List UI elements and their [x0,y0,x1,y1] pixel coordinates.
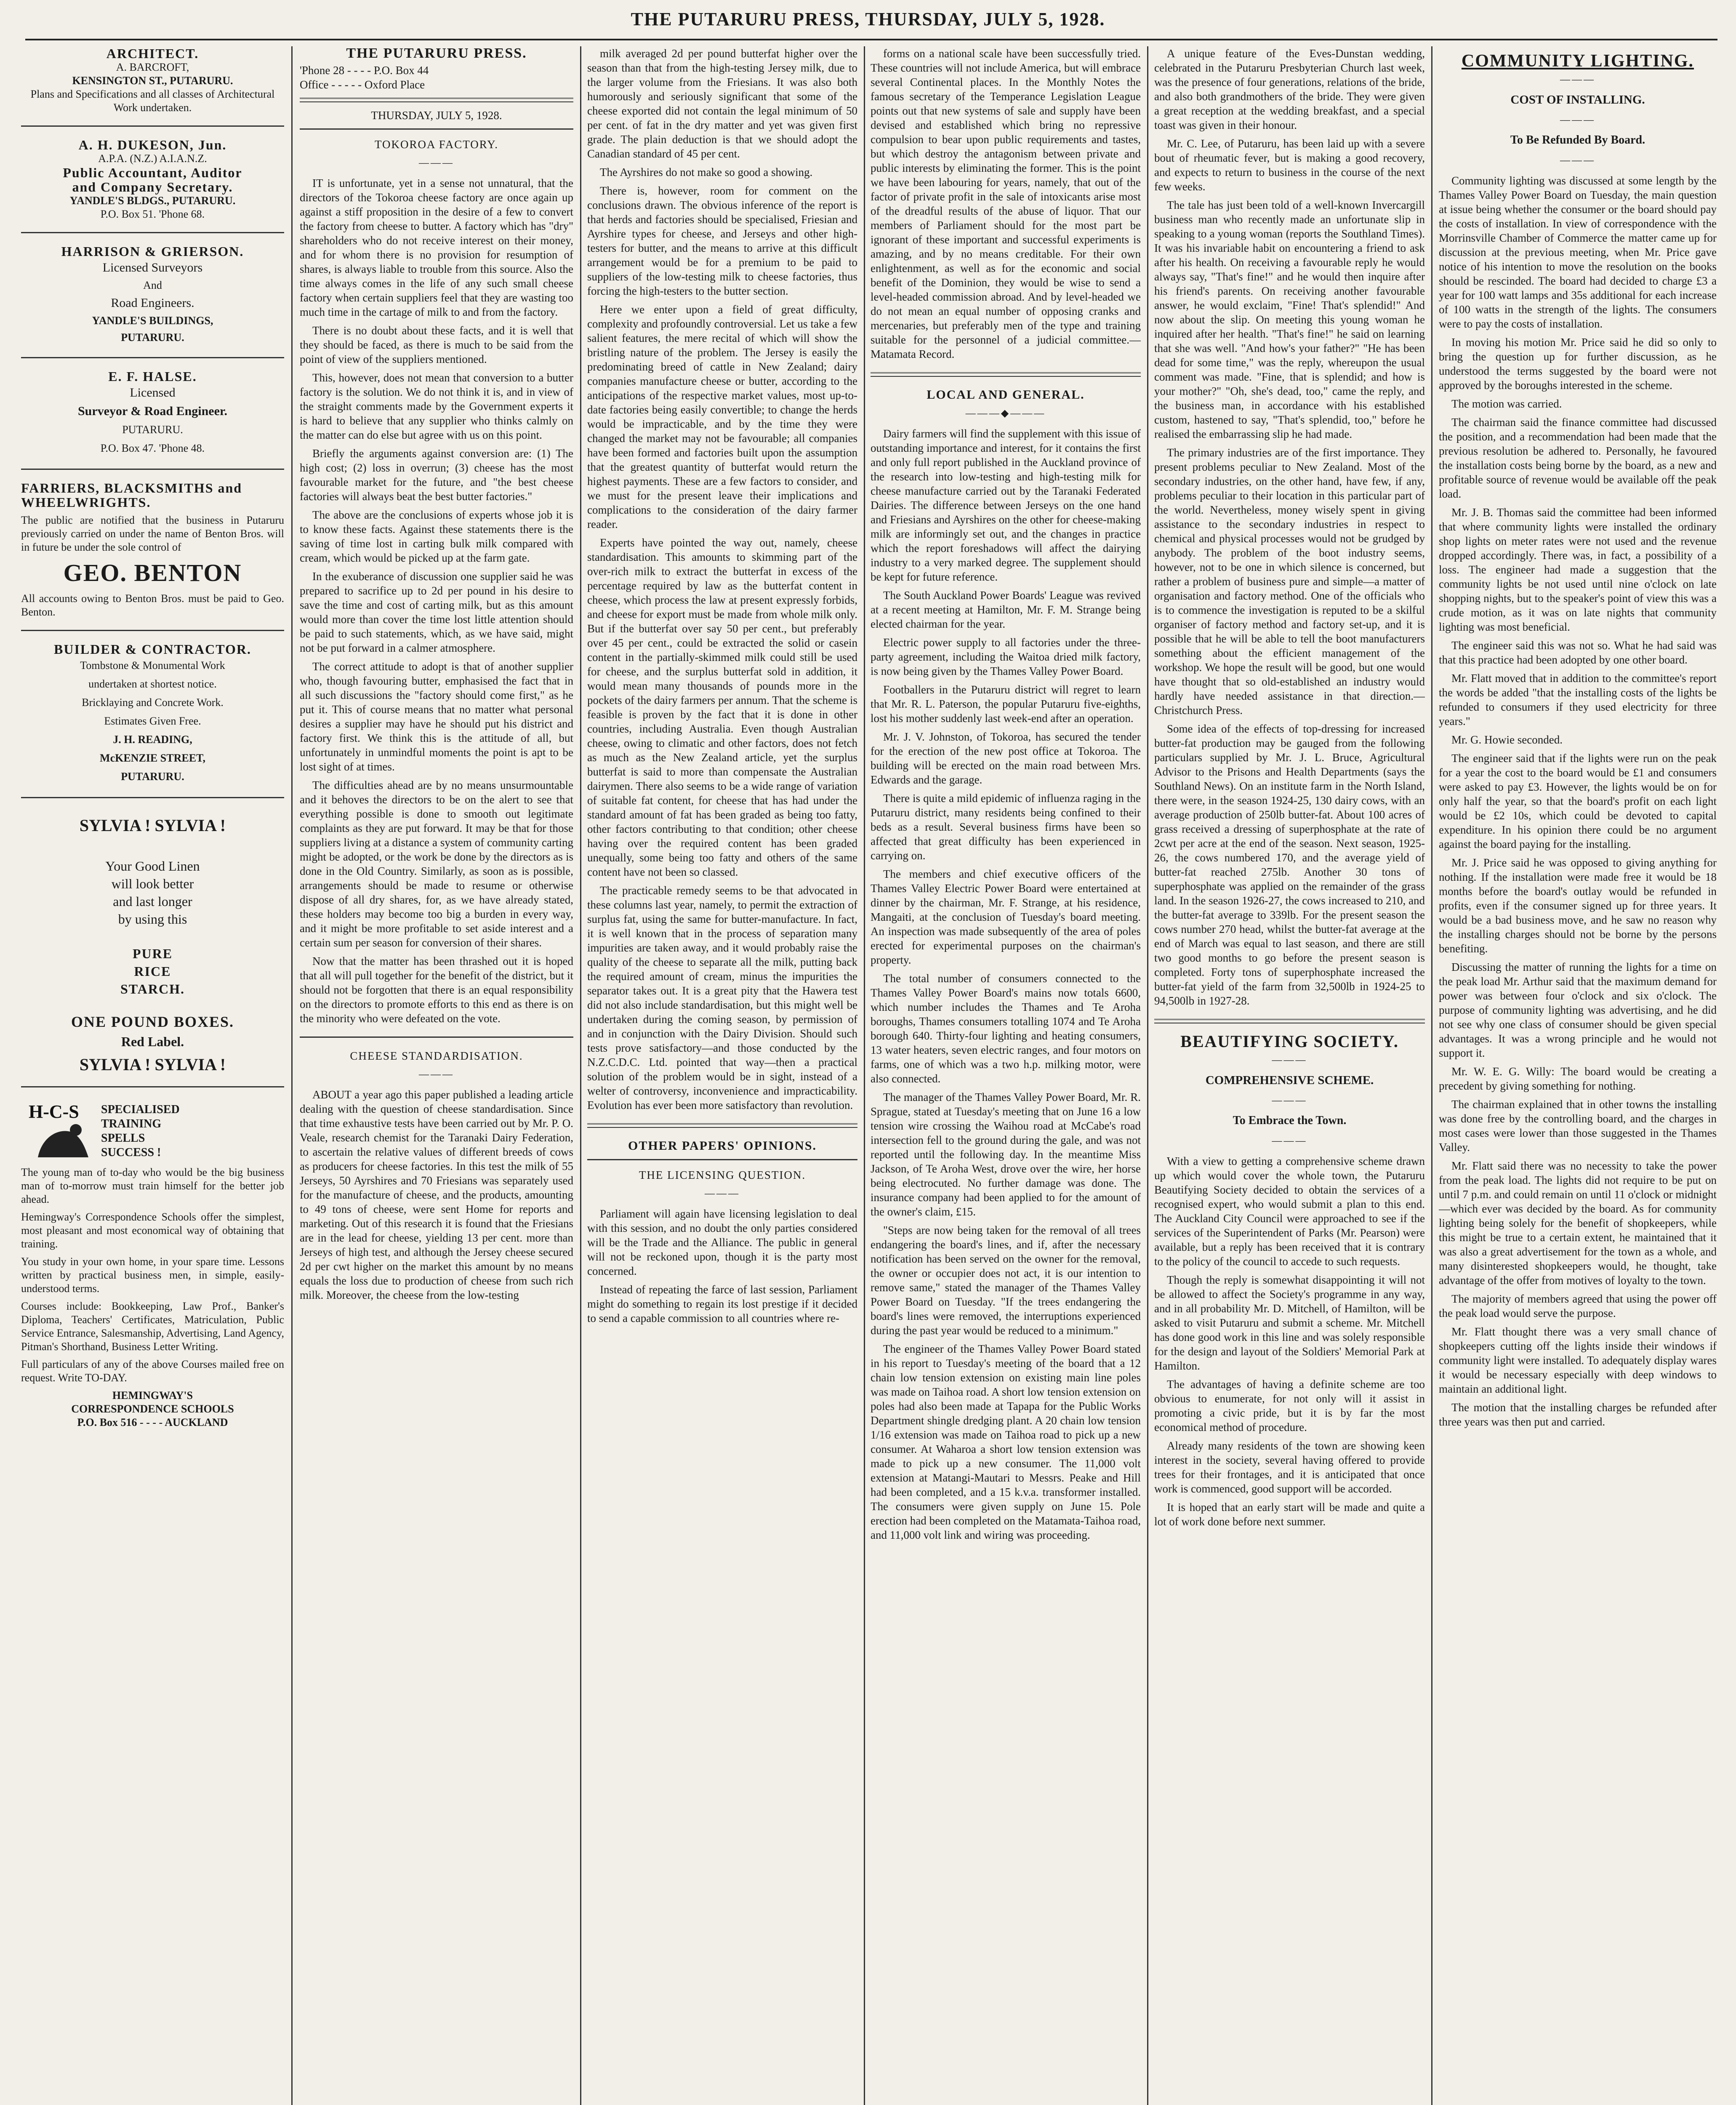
ad-line: by using this [118,911,187,927]
article-body [587,46,857,1112]
ornament: ——— [705,1188,740,1199]
ad-line: PURE [132,946,173,961]
divider [300,98,573,102]
column-rule [1431,46,1432,2105]
paragraph: Electric power supply to all factories under the three-party agreement, including the Waitoa dried milk factory, is now being given by the Thames Valley Power Board. [871,636,1141,677]
ornament: ——— [419,157,454,168]
divider [21,125,284,127]
ad-line: J. H. READING, [113,733,192,746]
paragraph: Parliament will again have licensing legislation to deal with this session, and no doubt the only parties considered will be the Trade and the Alliance. The public in general will not be reckoned upon, though it is the party most concerned. [587,1207,857,1277]
hcs-slogan [101,1098,284,1160]
ornament: ——— [1272,1055,1307,1066]
hcs-ad [21,1098,284,1429]
ad-line: McKENZIE STREET, [100,752,205,764]
paragraph: In the exuberance of discussion one supplier said he was prepared to sacrifice up to 2d per pound in his desire to save the time and cost of carting milk, but as this amount would more than cover the time lost little attention should be paid to such statements, which, as we have said, might not be put forward in a calmer atmosphere. [300,570,573,654]
paper-phone: 'Phone 28 - - - - P.O. Box 44 [300,64,429,77]
paragraph: milk averaged 2d per pound butterfat higher over the season than that from the high-testing Jersey milk, due to the larger volume from the Friesians. It was also both humorously and seriously significant that some of the cheese exported did not contain the legal minimum of 50 per cent. of fat in the dry matter and yet was given first grade. The plain deduction is that we should adopt the Canadian standard of 45 per cent. [587,47,857,160]
ad-text: All accounts owing to Benton Bros. must be paid to Geo. Benton. [21,592,284,618]
article-headline: CHEESE STANDARDISATION. [350,1050,523,1062]
hcs-slogan-line: SPECIALISED [101,1103,180,1116]
ad-title: E. F. HALSE. [108,369,197,384]
divider [300,128,573,130]
ad-title: FARRIERS, BLACKSMITHS and WHEELWRIGHTS. [21,480,242,510]
article-headline: TOKOROA FACTORY. [374,138,499,151]
paragraph: The difficulties ahead are by no means unsurmountable and it behoves the directors to be on the alert to see that everything possible is done to smooth out legitimate complaints as they are put forward. It may be that for those suppliers living at a distance a system of community carting might be adopted, or the work be done by the directors as is done in the Old Country. Similarly, as soon as is possible, arrangements should be made to resume or otherwise dispose of all dry shares, for, as we have already stated, these holders may become too big a burden in every way, and it might be more profitable to set aside interest and a certain sum per season for conversion of their shares. [300,779,573,949]
ad-line: P.O. Box 516 - - - - AUCKLAND [77,1416,228,1428]
ad-line: P.O. Box 47. 'Phone 48. [100,442,205,454]
divider [21,357,284,358]
paragraph: Briefly the arguments against conversion are: (1) The high cost; (2) loss in overrun; (3) cheese has the most favourable market for the future, and "the best cheese factories will always beat the best butter factories." [300,447,573,503]
paragraph: A unique feature of the Eves-Dunstan wedding, celebrated in the Putaruru Presbyterian Church last week, was the presence of four generations, relations of the bride, and also both grandmothers of the bride. They were given a great reception at the wedding breakfast, and a special toast was given in their honour. [1154,47,1425,131]
paragraph: Here we enter upon a field of great difficulty, complexity and profoundly controversial. Let us take a few salient features, the mere recital of which will show the bristling nature of the problem. The Jersey is easily the predominating breed of cattle in New Zealand; dairy companies manufacture cheese or butter, according to the anticipations of the respective market values, most up-to-date factories being easily convertible; to change the herds would be impracticable, and by the time they were changed the market may not be favourable; all companies have been formed and factories built upon the assumption that the greatest quantity of butterfat would return the highest payments. These are a few factors to consider, and we must for the present leave their implications and complications to the consideration of the dairy farmer reader. [587,303,857,530]
paragraph: Experts have pointed the way out, namely, cheese standardisation. This amounts to skimming part of the over-rich milk to extract the butterfat in excess of the percentage required by law as the butterfat content in cheese, which process the law at present expressly forbids, and cheese for export must be made from whole milk only. But if the butterfat over say 50 per cent., but preferably over 45 per cent., could be extracted the solid or casein content in the partially-skimmed milk could still be used for cheese, and the surplus butterfat sold in addition, it would mean many thousands of pounds more in the pockets of the dairy farmers per annum. That the scheme is feasible is proven by the fact that it is done in other countries, including Australia. Even though Australian cheese, owing to climatic and other factors, does not fetch as much as the New Zealand article, yet the surplus butterfat is said to more than compensate the Australian dairymen. There also seems to be a wide range of variation of suitable fat content, for cheese that has had under the standard amount of fat has been graded as being too fatty, other factors contributing to that condition; other cheese having over the required content has been graded unequally, some being too fatty and others of the same content have not been so classed. [587,536,857,878]
column-6 [1439,46,1717,2105]
paragraph: Mr. J. Price said he was opposed to giving anything for nothing. If the installation were made free it would be 18 months before the board's outlay would be refunded in profits, even if the consumer signed up for three years. It would be a bad business move, and he saw no reason why the installing charges should not be borne by the persons benefiting. [1439,856,1717,955]
paragraph: Now that the matter has been thrashed out it is hoped that all will pull together for the benefit of the district, but it should not be forgotten that there is an equal responsibility on the directors to promote efforts to this end as there is on the minority who were defeated on the vote. [300,955,573,1025]
paragraph: The advantages of having a definite scheme are too obvious to enumerate, for not only will it assist in promoting a civic pride, but it is by far the most economical method of procedure. [1154,1378,1425,1434]
divider [871,372,1141,377]
ad-line: Licensed [130,386,176,400]
editorial-column [300,46,573,2105]
divider [300,1037,573,1038]
paragraph: It is hoped that an early start will be made and quite a lot of work done before next summer. [1154,1501,1425,1528]
ad-line: will look better [111,876,194,891]
paragraph: Mr. Flatt moved that in addition to the committee's report the words be added "that the installing costs of the lights be refunded to consumers if they used electricity for three years." [1439,672,1717,727]
divider [21,797,284,798]
paragraph: The engineer said this was not so. What he had said was that this practice had been adopted by one other board. [1439,639,1717,666]
article-body [1439,173,1717,1429]
divider [21,469,284,470]
paragraph: The chairman explained that in other towns the installing was done free by the controlling board, and the charges in most cases were lower than those suggested in the Thames Valley. [1439,1098,1717,1154]
ad-line: CORRESPONDENCE SCHOOLS [71,1403,234,1415]
paragraph: The Ayrshires do not make so good a showing. [600,166,813,179]
paragraph: Mr. G. Howie seconded. [1451,733,1563,746]
article-body [300,1087,573,1302]
ad-line: A. BARCROFT, [116,61,189,73]
article-subheadline: COMPREHENSIVE SCHEME. [1205,1074,1374,1087]
paragraph: Mr. J. B. Thomas said the committee had been informed that where community lights were installed the ordinary shop lights on meter rates were not used and the revenue dropped accordingly. There was, in fact, a possibility of a loss. The engineer had made a suggestion that the community lights be not used until nine o'clock on late shopping nights, but to the speaker's point of view this was a crude motion, as it was on late nights that community lighting was most beneficial. [1439,506,1717,633]
article-body [871,426,1141,1542]
paragraph: Mr. J. V. Johnston, of Tokoroa, has secured the tender for the erection of the new post office at Tokoroa. The building will be erected on the main road between Mrs. Edwards and the garage. [871,730,1141,786]
ornament: ——— [1560,115,1595,125]
column-rule [291,46,293,2105]
ad-line: P.O. Box 51. 'Phone 68. [100,208,205,220]
article-body [871,46,1141,361]
paragraph: Some idea of the effects of top-dressing for increased butter-fat production may be gauged from the following particulars supplied by Mr. J. L. Bruce, Agricultural Advisor to the Prisons and Health Departments (says the Southland News). On an institute farm in the North Island, there were, in the season 1924-25, 130 dairy cows, with an average production of 250lb butter-fat. About 100 acres of grass received a dressing of superphosphate at the rate of 2cwt per acre at the end of the season. Next season, 1925-26, the cows numbered 170, and the average yield of butter-fat reached 275lb. Another 30 tons of superphosphate was applied on the remainder of the grass land. In the season 1926-27, the cows increased to 210, and the butter-fat average to 339lb. For the present season the cows number 270 head, whilst the butter-fat average at the end of March was equal to last season, and there are still two good months to go before the present season is completed. Forty tons of superphosphate increased the butter-fat yield of the farm from 32,500lb in 1924-25 to 94,500lb in 1927-28. [1154,722,1425,1007]
paragraph: The total number of consumers connected to the Thames Valley Power Board's mains now totals 6600, which number includes the Thames and Te Aroha boroughs, Thames consumers totalling 1074 and Te Aroha borough 640. Thirty-four lighting and heating consumers, 13 water heaters, seven electric ranges, and four motors on farms, one of which was a two h.p. milking motor, were also connected. [871,972,1141,1085]
paragraph: The engineer of the Thames Valley Power Board stated in his report to Tuesday's meeting of the board that a 12 chain low tension extension on existing main line poles was made on Taihoa road. A short low tension extension on poles had also been made at Tapapa for the Public Works Department shingle dredging plant. A 20 chain low tension 1/16 extension was made on Taihoa road to pick up a new consumer. At Waharoa a short low tension extension was made to pick up a new consumer. The 11,000 volt extension at Matangi-Mautari to Messrs. Peake and Hill had been completed, and a 15 k.v.a. transformer installed. The consumers were given supply on June 15. Pole erection had been completed on the Matamata-Taihoa road, and 11,000 volt link and wiring was proceeding. [871,1343,1141,1541]
paper-masthead: THE PUTARURU PRESS. [346,46,527,61]
paragraph: The chairman said the finance committee had discussed the position, and a recommendation had been made that the previous resolution be adhered to. Personally, he favoured the installation costs being borne by the board, as a new and profitable source of revenue would be available off the peak load. [1439,416,1717,500]
ad-line: Bricklaying and Concrete Work. [82,696,224,709]
ad-line: RICE [134,964,171,979]
ad-line: STARCH. [120,981,185,997]
ornament: ——— [1272,1135,1307,1146]
paragraph: The majority of members agreed that using the power off the peak load would serve the purpose. [1439,1292,1717,1319]
article-body [587,1207,857,1325]
ad-line: A.P.A. (N.Z.) A.I.A.N.Z. [98,152,207,165]
paper-office: Office - - - - - Oxford Place [300,78,425,91]
paragraph: Instead of repeating the farce of last session, Parliament might do something to regain its lost prestige if it decided to send a capable commission to all countries where re- [587,1283,857,1324]
paragraph: The motion was carried. [1451,397,1562,410]
ad-name: GEO. BENTON [63,559,242,586]
ornament: ———◆——— [965,408,1046,419]
ad-line: Licensed Surveyors [102,261,203,274]
paragraph: Mr. Flatt thought there was a very small chance of shopkeepers cutting off the lights inside their windows if community light were installed. To adequately display wares it would be necessary especially with deep windows to maintain an additional light. [1439,1325,1717,1395]
reading-ad [21,642,284,786]
ad-title: ARCHITECT. [106,46,199,61]
article-headline: BEAUTIFYING SOCIETY. [1180,1032,1399,1051]
paragraph: ABOUT a year ago this paper published a leading article dealing with the question of cheese standardisation. Since that time exhaustive tests have been carried out by Mr. P. O. Veale, research chemist for the Taranaki Dairy Federation, to ascertain the relative values of different breeds of cows as producers for cheese factories. In this test the milk of 55 Jerseys, 50 Ayrshires and 70 Friesians was separately used for the manufacture of cheese, and the products, amounting to 49 tons of cheese, were sent Home for reports and marketing. Out of this research it is found that the Friesians are in the lead for cheese, yielding 13 per cent. more than Jerseys of high test, and although the Jersey cheese secured 2d per cwt higher on the market this amount by no means equals the loss due to production of cheese from such rich milk. Moreover, the cheese from the low-testing [300,1088,573,1301]
paragraph: There is no doubt about these facts, and it is well that they should be faced, as there is much to be said from the point of view of the suppliers mentioned. [300,324,573,365]
advert-column [21,46,284,2105]
ad-line: Estimates Given Free. [104,715,201,727]
ad-line: Surveyor & Road Engineer. [77,404,228,418]
paragraph: forms on a national scale have been successfully tried. These countries will not include America, but will embrace several Continental places. In the Monthly Notes the famous secretary of the Temperance Legislation League points out that new systems of sale and supply have been devised and established which bring no repressive compulsion to bear upon public requirements and tastes, but which destroy the antagonism between private and public interests by eliminating the former. This is the point we have been labouring for years, namely, that out of the factor of private profit in the sale of intoxicants arise most of the dreadful results of the abuse of liquor. That our members of Parliament should for the most part be ignorant of these important and successful experiments is amazing, and by no means creditable. For their own enlightenment, as well as for the economic and social benefit of the Dominion, they would be wise to send a level-headed commission abroad. And by level-headed we do not mean an equal number of opposing cranks and mercenaries, but preferably men of the type and training suitable for the personnel of a judicial committee.—Matamata Record. [871,47,1141,360]
ad-line: YANDLE'S BUILDINGS, [92,314,213,327]
hcs-logo-text: H-C-S [29,1101,79,1122]
ad-line: and Company Secretary. [72,179,233,195]
paragraph: Footballers in the Putaruru district will regret to learn that Mr. R. L. Paterson, the popular Putaruru five-eighths, lost his mother suddenly last week-end after an operation. [871,683,1141,725]
dukeson-ad [21,138,284,221]
column-5 [1154,46,1425,2105]
divider [1154,1019,1425,1023]
paragraph: The motion that the installing charges be refunded after three years was then put and carried. [1439,1401,1717,1428]
paragraph: The members and chief executive officers of the Thames Valley Electric Power Board were entertained at dinner by the chairman, Mr. F. Strange, at his residence, Mangaiti, at the conclusion of Tuesday's board meeting. An inspection was made subsequently of the area of poles erected for experimental purposes on the chairman's property. [871,868,1141,966]
ad-headline: SYLVIA ! SYLVIA ! [79,1055,226,1074]
divider [587,1123,857,1128]
ad-line: YANDLE'S BLDGS., PUTARURU. [69,195,236,207]
ad-line: Road Engineers. [111,296,194,310]
paragraph: Discussing the matter of running the lights for a time on the peak load Mr. Arthur said that the maximum demand for power was between four o'clock and six o'clock. The purpose of community lighting was advertising, and he did not see why one class of consumer should be given special advantages. It was a wrong principle and he would not support it. [1439,961,1717,1059]
paragraph: The engineer said that if the lights were run on the peak for a year the cost to the board would be £1 and consumers were asked to pay £3. However, the lights would be on for only half the year, so that the board's profit on each light would be £2 10s, which could be devoted to capital expenditure. In his opinion there could be no argument against the board paying for the installing. [1439,752,1717,850]
paragraph: The practicable remedy seems to be that advocated in these columns last year, namely, to permit the extraction of surplus fat, using the same for butter-manufacture. In fact, it is well known that in the process of separation many impurities are taken away, and it would probably raise the quality of the cheese to separate all the milk, putting back the required amount of cream, minus the impurities the separator takes out. It is a great pity that the Hawera test did not also include standardisation, but this might well be undertaken during the coming season, by permission of and in conjunction with the Dairy Division. Should such tests prove satisfactory—and those conducted by the N.Z.C.D.C. Ltd. pointed that way—then a practical solution of the problem would be in sight, instead of a welter of controversy, inconvenience and impracticability. Evolution has ever been more satisfactory than revolution. [587,884,857,1111]
paragraph: Mr. C. Lee, of Putaruru, has been laid up with a severe bout of rheumatic fever, but is making a good recovery, and expects to return to business in the course of the next few weeks. [1154,137,1425,193]
ad-line: PUTARURU. [121,331,184,344]
ad-text: The public are notified that the business in Putaruru previously carried on under the name of Benton Bros. will in future be under the sole control of [21,514,284,553]
benton-ad [21,481,284,619]
ad-text: Courses include: Bookkeeping, Law Prof., Banker's Diploma, Teachers' Certificates, Matriculation, Public Service Entrance, Salesmanship, Advertising, Land Agency, Pitman's Shorthand, Business Letter Writing. [21,1300,284,1353]
ad-line: Your Good Linen [105,858,200,874]
paragraph: The primary industries are of the first importance. They present problems peculiar to New Zealand. Most of the secondary industries, on the other hand, have few, if any, problems peculiar to their location in this particular part of the world. Nevertheless, money wisely spent in giving assistance to the secondary industries in respect to chemical and physical processes would not be grudged by anybody. The problem of the boot industry seems, however, not to be one in which silence is concerned, but rather a problem of business pure and simple—a matter of organisation and factory method. One of the officials who is to commence the investigation is reputed to be a skilful organiser of factory method and factory set-up, and it is possible that he will be able to tell the boot manufacturers something about the efficient management of the workshop. We hope the result will be good, but one would have thought that so old-established an industry would hardly have needed assistance in that direction.—Christchurch Press. [1154,446,1425,717]
paragraph: Mr. Flatt said there was no necessity to take the power from the peak load. The lights did not require to be put on until 7 p.m. and could remain on until 11 o'clock or midnight—which ever was decided by the board. As for community lighting being solely for the benefit of shopkeepers, while this might be true to a certain extent, he maintained that it was also a great advertisement for the town as a whole, and many disinterested shopkeepers would, he thought, take advantage of the offer from motives of loyalty to the town. [1439,1159,1717,1287]
column-3 [587,46,857,2105]
column-rule [1147,46,1148,2105]
hcs-header [21,1098,284,1162]
section-headline: LOCAL AND GENERAL. [927,388,1085,402]
ornament: ——— [1272,1095,1307,1106]
paragraph: Mr. W. E. G. Willy: The board would be creating a precedent by giving something for nothing. [1439,1065,1717,1092]
ad-line: and last longer [113,894,192,909]
halse-ad [21,369,284,458]
paragraph: The manager of the Thames Valley Power Board, Mr. R. Sprague, stated at Tuesday's meeting that on June 16 a low tension wire crossing the Waihou road at McCabe's road intersection fell to the ground during the gale, and was not reported until the following day. In the meantime Miss Jackson, of Te Aroha West, drove over the wire, her horse being electrocuted. No further damage was done. The insurance company had been applied to for the amount of the owner's claim, £15. [871,1091,1141,1218]
paragraph: With a view to getting a comprehensive scheme drawn up which would cover the whole town, the Putaruru Beautifying Society decided to obtain the services of a recognised expert, who would submit a plan to this end. The Auckland City Council were approached to see if the services of the Superintendent of Parks (Mr. Pearson) were available, but a reply has been received that it is contrary to the policy of the council to accede to such requests. [1154,1155,1425,1268]
ad-headline: SYLVIA ! SYLVIA ! [79,816,226,835]
paragraph: The South Auckland Power Boards' League was revived at a recent meeting at Hamilton, Mr. F. M. Strange being elected chairman for the year. [871,589,1141,630]
article-headline: THE LICENSING QUESTION. [639,1169,806,1181]
ad-line: Red Label. [121,1034,184,1049]
article-subheadline: To Embrace the Town. [1233,1114,1347,1127]
article-body [300,176,573,1026]
paragraph: This, however, does not mean that conversion to a butter factory is the solution. We do not think it is, and in view of the straight comments made by the Government experts it is hard to believe that any supplier who thinks calmly on the matter can do else but agree with us on this point. [300,371,573,441]
column-4 [871,46,1141,2105]
divider [21,1086,284,1087]
paragraph: The tale has just been told of a well-known Invercargill business man who recently made an unfortunate slip in speaking to a young woman (reports the Southland Times). It was his invariable habit on encountering a friend to ask after his health. On receiving a favourable reply he would always say, "That's fine!" and he would then inquire after his friend's parents. On receiving another favourable answer, he would exclaim, "Fine! That's splendid!" And now about the slip. On meeting this young woman he inquired after her health. "That's fine!" he said on learning that she was well. "And how's your father?" "He has been dead for some time," was the reply, whereupon the usual comment was made. "Fine, that is splendid; and how is your mother?" "Oh, she's dead, too," came the reply, and the business man, in accordance with his established custom, hastened to say, "That's splendid, too," before he realised the embarrassing slip he had made. [1154,199,1425,440]
column-rule [864,46,865,2105]
ad-line: And [143,279,162,291]
paragraph: Dairy farmers will find the supplement with this issue of outstanding importance and interest, for it contains the first and only full report published in the Auckland province of the research into low-testing and high-testing milk for cheese manufacture carried out by the Taranaki Federated Dairies. The difference between Jerseys on the one hand and Friesians and Ayrshires on the other for cheese-making milk are informingly set out, and the changes in practice which the report foreshadows will affect the dairying industry to a very marked degree. The supplement should be kept for future reference. [871,427,1141,583]
ad-text: You study in your own home, in your spare time. Lessons written by practical business men, in simple, easily-understood terms. [21,1255,284,1295]
ad-text: The young man of to-day who would be the big business man of to-morrow must train himself for the better job ahead. [21,1166,284,1205]
article-body [1154,1154,1425,1529]
ornament: ——— [419,1069,454,1080]
article-body [1154,46,1425,1008]
section-headline: OTHER PAPERS' OPINIONS. [628,1139,817,1153]
ad-title: A. H. DUKESON, Jun. [78,137,227,152]
page-header: THE PUTARURU PRESS, THURSDAY, JULY 5, 1928. [631,9,1105,29]
ad-title: HARRISON & GRIERSON. [61,244,244,259]
ornament: ——— [1560,74,1595,85]
divider [21,232,284,233]
header-rule [25,39,1717,40]
paragraph: The above are the conclusions of experts whose job it is to know these facts. Against these statements there is the saving of time lost in carting bulk milk compared with cream, which would be picked up at the farm gate. [300,509,573,564]
paragraph: There is, however, room for comment on the conclusions drawn. The obvious inference of the report is that herds and factories should be specialised, Friesian and Ayrshire types for cheese, and Jerseys and other high-testers for butter, and the means to arrive at this difficult arrangement would be for a premium to be paid to suppliers of the low-testing milk to cheese factories, thus forcing the high-testers to the butter section. [587,184,857,297]
architect-ad [21,46,284,115]
divider [587,1159,857,1160]
ad-line: ONE POUND BOXES. [71,1013,234,1030]
article-subheadline: To Be Refunded By Board. [1510,133,1645,147]
hcs-slogan-line: SPELLS [101,1132,145,1145]
ad-text: Hemingway's Correspondence Schools offer the simplest, most pleasant and most economical way of obtaining that training. [21,1211,284,1250]
paragraph: There is quite a mild epidemic of influenza raging in the Putaruru district, many residents being confined to their beds as a result. Several business firms have been so affected that great difficulty has been experienced in carrying on. [871,792,1141,862]
ad-text: Full particulars of any of the above Courses mailed free on request. Write TO-DAY. [21,1358,284,1384]
paragraph: "Steps are now being taken for the removal of all trees endangering the board's lines, and if, after the necessary notification has been served on the owner for the removal, the owner or occupier does not act, it is our intention to remove same," stated the manager of the Thames Valley Power Board on Tuesday. "If the trees endangering the board's lines were removed, the interruptions experienced during the past year would be reduced to a minimum." [871,1224,1141,1337]
column-rule [580,46,581,2105]
issue-date: THURSDAY, JULY 5, 1928. [371,109,502,122]
ad-line: Tombstone & Monumental Work [80,659,225,671]
paragraph: Though the reply is somewhat disappointing it will not be allowed to affect the Society's programme in any way, and in all probability Mr. D. Mitchell, of Hamilton, will be asked to visit Putaruru and submit a scheme. Mr. Mitchell has done good work in this line and was solely responsible for the design and layout of the Soldiers' Memorial Park at Hamilton. [1154,1274,1425,1372]
divider [21,630,284,631]
ornament: ——— [1560,155,1595,166]
ad-title: BUILDER & CONTRACTOR. [53,642,251,657]
ad-line: Plans and Specifications and all classes of Architectural Work undertaken. [30,88,275,114]
article-headline: COMMUNITY LIGHTING. [1461,51,1694,71]
paragraph: IT is unfortunate, yet in a sense not unnatural, that the directors of the Tokoroa cheese factory are once again up against a stiff proposition in the desire of a few to convert the factory from cheese to butter. A factory which has "dry" shareholders who do not receive interest on their money, and for whom there is no provision for resumption of shares, is always liable to trouble from this source. Also the time always comes in the life of any such small cheese factory when certain suppliers feel that they are wasting too much time in the cartage of milk to and from the factory. [300,177,573,318]
article-subheadline: COST OF INSTALLING. [1510,93,1645,107]
ad-line: KENSINGTON ST., PUTARURU. [72,75,233,87]
ad-line: PUTARURU. [122,424,183,436]
ad-line: HEMINGWAY'S [112,1389,193,1402]
sylvia-ad [21,815,284,1075]
paragraph: In moving his motion Mr. Price said he did so only to bring the question up for further discussion, as he understood the terms suggested by the board were not approved by the boroughs interested in the scheme. [1439,336,1717,392]
hcs-logo-icon [25,1098,97,1162]
hcs-slogan-line: SUCCESS ! [101,1146,161,1159]
ad-line: undertaken at shortest notice. [88,678,217,690]
hcs-slogan-line: TRAINING [101,1117,162,1130]
paragraph: The correct attitude to adopt is that of another supplier who, though favouring butter, emphasised the fact that in all such discussions the "factory should come first," as he put it. This of course means that no matter what personal desires a supplier may have he should put his district and factory first. We think this is the attitude of all, but unfortunately in unmindful moments the point is apt to be lost sight of at times. [300,660,573,773]
paragraph: Community lighting was discussed at some length by the Thames Valley Power Board on Tuesday, the main question at issue being whether the consumer or the board should pay the costs of installation. In view of correspondence with the Morrinsville Chamber of Commerce the matter came up for discussion at the previous meeting, when Mr. Price gave notice of his intention to move the resolution on the books should be rescinded. The board had decided to charge £3 a year for 100 watt lamps and 35s additional for each increase of 100 watts in the strength of the lights. The consumers were to pay the costs of installation. [1439,174,1717,330]
ad-line: Public Accountant, Auditor [63,165,242,180]
ad-line: PUTARURU. [121,770,184,783]
harrison-ad [21,244,284,346]
paragraph: Already many residents of the town are showing keen interest in the society, several having offered to provide trees for their frontages, and it is anticipated that once work is commenced, good support will be accorded. [1154,1439,1425,1495]
